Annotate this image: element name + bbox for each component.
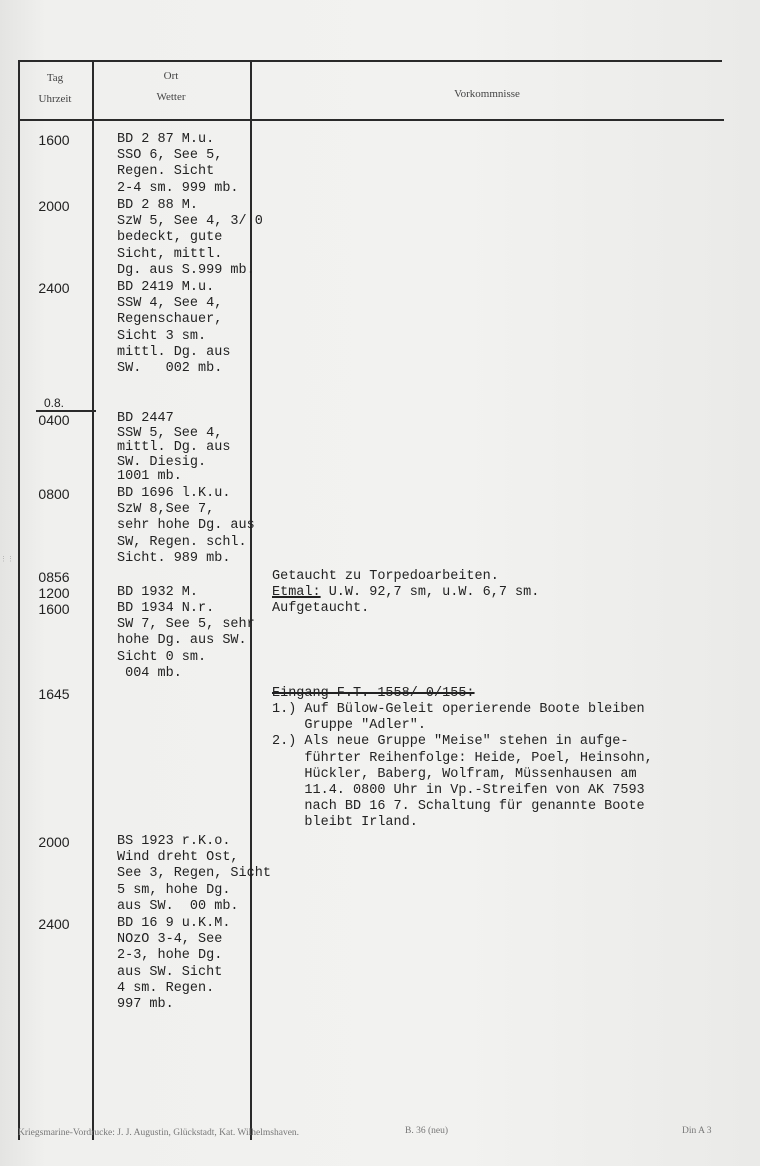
header-bottom-border: [18, 119, 724, 121]
time-cell: 1600: [38, 132, 70, 148]
time-cell: 0856: [38, 569, 70, 585]
time-cell: 2400: [38, 916, 70, 932]
event-getaucht: Getaucht zu Torpedoarbeiten.: [272, 569, 499, 584]
date-marker: 0.8.: [43, 396, 64, 410]
punch-hole-marks: ⋮⋮: [0, 556, 14, 563]
time-cell: 1600: [38, 601, 70, 617]
event-etmal: [272, 585, 539, 601]
header-uhrzeit: Uhrzeit: [38, 93, 72, 105]
wetter-cell: BD 1932 M.: [117, 585, 199, 600]
event-eingang-text: 1.) Auf Bülow-Geleit operierende Boote bleiben Gruppe "Adler". 2.) Als neue Gruppe "Meise" stehen in aufge- führter Reihenfolge: Heide, Poel, Heinsohn, Hückler, Baberg, Wolfram, Müssenhausen am 11.4. 0800 Uhr in Vp.-Streifen von AK 7593 nach BD 16 7. Schaltung für genannte Boote bleibt Irland.: [272, 702, 653, 831]
top-border: [18, 60, 722, 62]
time-cell: 1645: [38, 686, 70, 702]
time-cell: 2000: [38, 834, 70, 850]
wetter-cell: BD 2419 M.u. SSW 4, See 4, Regenschauer, Sicht 3 sm. mittl. Dg. aus SW. 002 mb.: [117, 280, 231, 377]
printer-imprint: Kriegsmarine-Vordrucke: J. J. Augustin, Glückstadt, Kat. Wilhelmshaven.: [18, 1128, 300, 1138]
time-cell: 2400: [38, 280, 70, 296]
wetter-cell: BD 1934 N.r. SW 7, See 5, sehr hohe Dg. aus SW. Sicht 0 sm. 004 mb.: [117, 601, 255, 681]
wetter-cell: BD 2447 SSW 5, See 4, mittl. Dg. aus SW. Diesig. 1001 mb.: [117, 411, 231, 484]
header-ort-wetter: [94, 66, 248, 108]
header-vorkommnisse: Vorkommnisse: [454, 88, 520, 100]
wetter-cell: BD 2 87 M.u. SSO 6, See 5, Regen. Sicht 2-4 sm. 999 mb.: [117, 132, 239, 196]
wetter-cell: BD 16 9 u.K.M. NOzO 3-4, See 2-3, hohe Dg. aus SW. Sicht 4 sm. Regen. 997 mb.: [117, 916, 231, 1013]
event-aufgetaucht: Aufgetaucht.: [272, 601, 370, 616]
header-tag-uhrzeit: [20, 68, 90, 110]
form-number: B. 36 (neu): [405, 1126, 449, 1136]
time-cell: 0800: [38, 486, 70, 502]
event-eingang-title: Eingang F.T. 1558/ 0/155:: [272, 686, 475, 701]
wetter-cell: BD 2 88 M. SzW 5, See 4, 3/ 0 bedeckt, gute Sicht, mittl. Dg. aus S.999 mb.: [117, 198, 263, 278]
header-wetter: Wetter: [156, 91, 186, 103]
time-cell: 1200: [38, 585, 70, 601]
time-cell: 2000: [38, 198, 70, 214]
wetter-cell: BS 1923 r.K.o. Wind dreht Ost, See 3, Regen, Sicht 5 sm, hohe Dg. aus SW. 00 mb.: [117, 834, 271, 914]
wetter-cell: BD 1696 l.K.u. SzW 8,See 7, sehr hohe Dg. aus SW, Regen. schl. Sicht. 989 mb.: [117, 486, 255, 566]
column-divider-1: [92, 60, 94, 1140]
left-border: [18, 60, 20, 1140]
etmal-label: Etmal:: [272, 585, 321, 600]
header-tag: Tag: [46, 72, 64, 84]
paper-format: Din A 3: [682, 1126, 712, 1136]
time-cell: 0400: [38, 412, 70, 428]
header-ort: Ort: [163, 70, 179, 82]
etmal-value: U.W. 92,7 sm, u.W. 6,7 sm.: [320, 585, 540, 600]
